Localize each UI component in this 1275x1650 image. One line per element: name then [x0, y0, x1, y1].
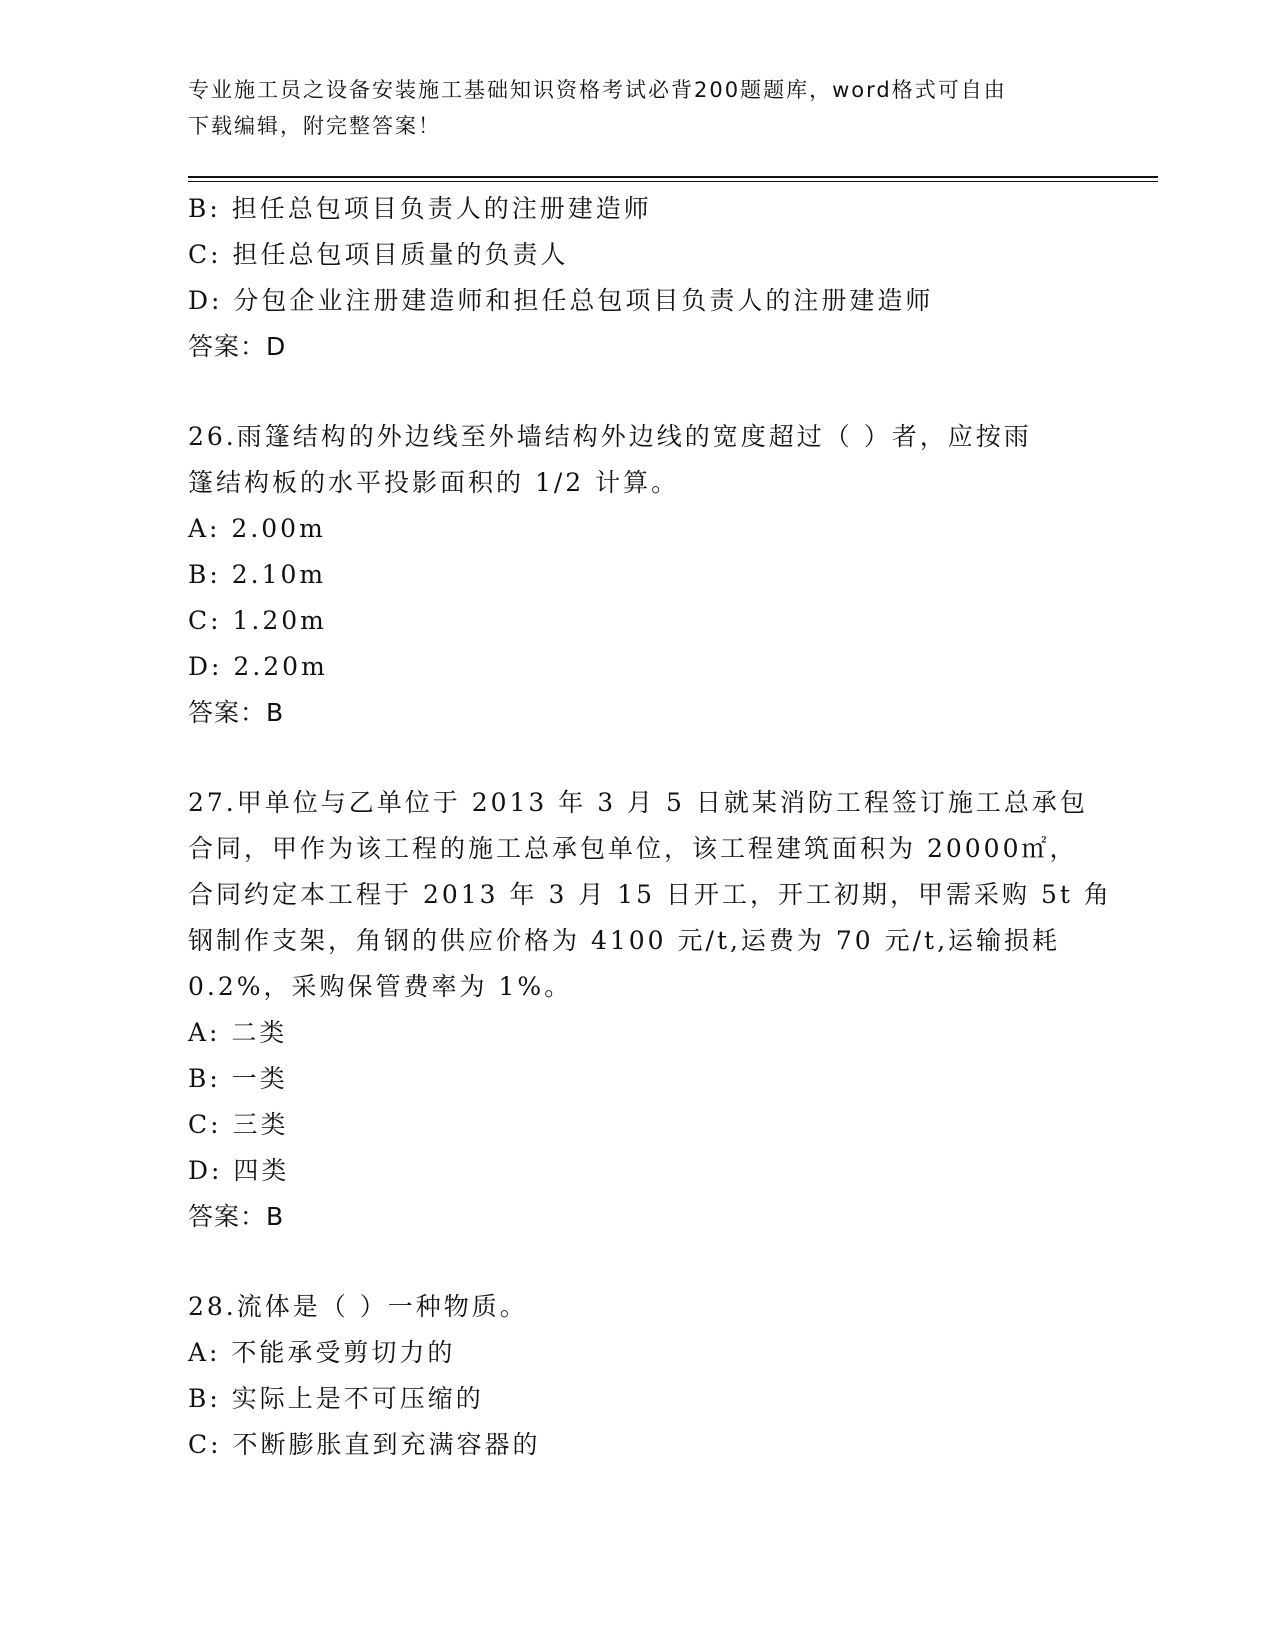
question-25-continued	[188, 186, 1088, 370]
question-28	[188, 1284, 1088, 1468]
question-text-line: 篷结构板的水平投影面积的 1/2 计算。	[188, 468, 680, 497]
question-text-line: 合同，甲作为该工程的施工总承包单位，该工程建筑面积为 20000㎡，	[188, 834, 1078, 863]
question-text-line: 0.2%，采购保管费率为 1%。	[188, 972, 573, 1001]
option-c: C: 不断膨胀直到充满容器的	[188, 1430, 541, 1459]
answer: 答案：D	[188, 332, 287, 361]
question-text-line: 钢制作支架，角钢的供应价格为 4100 元/t,运费为 70 元/t,运输损耗	[188, 926, 1061, 955]
option-c: C: 三类	[188, 1110, 289, 1139]
question-26	[188, 414, 1088, 736]
question-text-line: 26.雨篷结构的外边线至外墙结构外边线的宽度超过（ ）者，应按雨	[188, 422, 1032, 451]
option-b: B: 担任总包项目负责人的注册建造师	[188, 194, 652, 223]
header-line-2: 下载编辑，附完整答案！	[188, 114, 441, 138]
option-b: B: 2.10m	[188, 560, 327, 589]
option-b: B: 一类	[188, 1064, 288, 1093]
question-content	[188, 186, 1112, 1468]
document-header	[188, 72, 1088, 144]
question-text-line: 27.甲单位与乙单位于 2013 年 3 月 5 日就某消防工程签订施工总承包	[188, 788, 1088, 817]
option-b: B: 实际上是不可压缩的	[188, 1384, 484, 1413]
answer: 答案：B	[188, 698, 285, 727]
option-a: A: 2.00m	[188, 514, 326, 543]
answer: 答案：B	[188, 1202, 285, 1231]
option-d: D: 四类	[188, 1156, 290, 1185]
option-d: D: 分包企业注册建造师和担任总包项目负责人的注册建造师	[188, 286, 934, 315]
option-c: C: 1.20m	[188, 606, 327, 635]
option-d: D: 2.20m	[188, 652, 328, 681]
option-a: A: 二类	[188, 1018, 288, 1047]
option-a: A: 不能承受剪切力的	[188, 1338, 456, 1367]
question-text-line: 合同约定本工程于 2013 年 3 月 15 日开工，开工初期，甲需采购 5t 角	[188, 880, 1112, 909]
header-divider-thick	[188, 176, 1158, 178]
header-line-1: 专业施工员之设备安装施工基础知识资格考试必背200题题库，word格式可自由	[188, 78, 1007, 102]
question-27	[188, 780, 1112, 1240]
header-divider-thin	[188, 181, 1158, 182]
option-c: C: 担任总包项目质量的负责人	[188, 240, 569, 269]
question-text-line: 28.流体是（ ）一种物质。	[188, 1292, 528, 1321]
